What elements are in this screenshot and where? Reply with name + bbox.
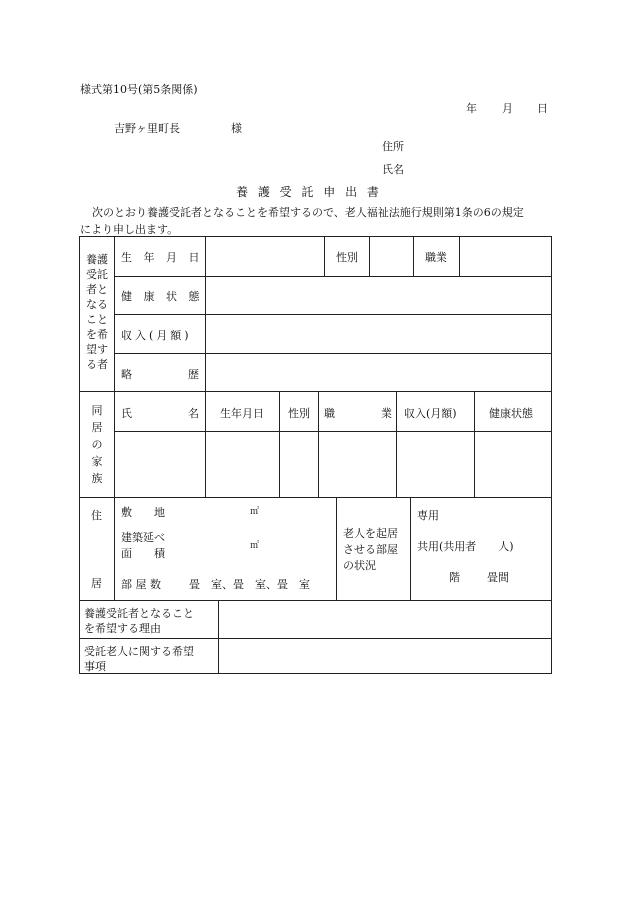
family-col-income: 収入(月額) [404, 407, 457, 420]
honorific: 様 [231, 122, 242, 135]
intro-text-line-1: 次のとおり養護受託者となることを希望するので、老人福祉法施行規則第1条の6の規定 [92, 206, 524, 219]
site-area-unit: ㎡ [250, 507, 260, 517]
rooms-label: 部 屋 数 [121, 578, 161, 591]
family-col-gender: 性別 [288, 407, 310, 420]
health-label: 健 康 状 態 [121, 290, 204, 303]
wishes-label-2: 事項 [84, 660, 106, 673]
intro-text-line-2: により申し出ます。 [80, 223, 179, 236]
history-label-b: 歴 [188, 368, 199, 381]
room-status-line-3: の状況 [343, 559, 376, 572]
applicant-side-label: 養護 受託 者と なる こと を希 望す る者 [86, 253, 108, 371]
gender-label: 性別 [336, 251, 358, 264]
room-status-line-1: 老人を起居 [343, 527, 398, 540]
site-area-label: 敷 地 [121, 506, 165, 519]
rooms-value: 畳 室、畳 室、畳 室 [189, 578, 310, 591]
family-col-health: 健康状態 [489, 407, 533, 420]
floor-area-unit: ㎡ [250, 541, 260, 551]
family-side-label: 同 居 の 家 族 [91, 404, 103, 485]
income-label: 収入(月額) [121, 329, 192, 342]
address-label: 住所 [382, 140, 404, 153]
room-floor: 階 [449, 571, 460, 584]
date-day-label: 日 [537, 102, 548, 115]
history-label-a: 略 [121, 368, 132, 381]
floor-area-label-2: 面 積 [121, 547, 165, 560]
residence-side-bottom: 居 [91, 577, 102, 590]
family-col-birth: 生年月日 [220, 407, 264, 420]
room-exclusive: 専用 [417, 509, 439, 522]
family-col-occupation-b: 業 [381, 407, 392, 420]
birth-date-label: 生 年 月 日 [121, 251, 204, 264]
floor-area-label-1: 建築延べ [121, 531, 165, 544]
document-title: 養 護 受 託 申 出 書 [236, 185, 382, 199]
family-col-name-a: 氏 [121, 407, 132, 420]
family-col-occupation-a: 職 [324, 407, 335, 420]
wishes-label-1: 受託老人に関する希望 [84, 645, 194, 658]
family-col-name-b: 名 [188, 407, 199, 420]
form-number: 様式第10号(第5条関係) [80, 83, 198, 96]
residence-side-top: 住 [91, 509, 102, 522]
date-year-label: 年 [466, 102, 477, 115]
room-shared: 共用(共用者 人) [417, 540, 514, 553]
date-month-label: 月 [502, 102, 513, 115]
addressee: 吉野ヶ里町長 [114, 122, 180, 135]
name-label: 氏名 [382, 163, 404, 176]
occupation-label: 職業 [425, 251, 447, 264]
reason-label-1: 養護受託者となること [84, 607, 194, 620]
room-status-line-2: させる部屋 [343, 543, 398, 556]
room-mats: 畳間 [487, 571, 509, 584]
reason-label-2: を希望する理由 [84, 622, 161, 635]
